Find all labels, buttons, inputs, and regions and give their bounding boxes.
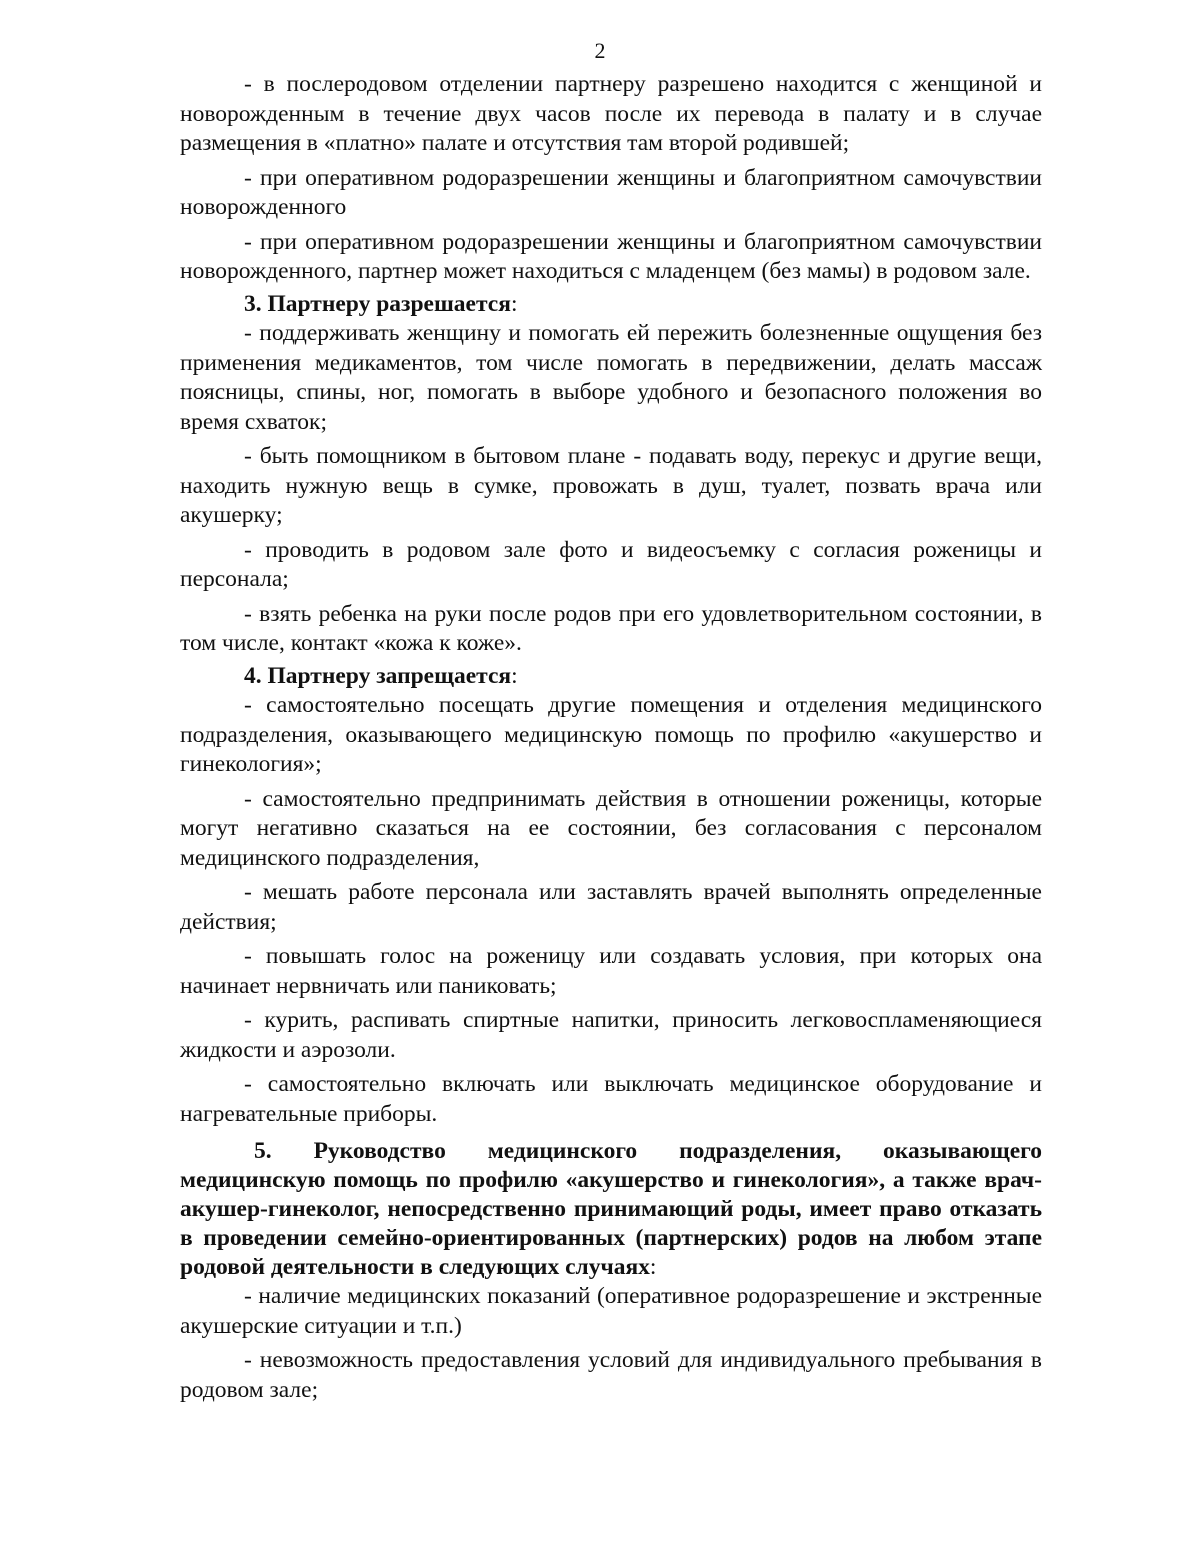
section-5-heading bbox=[180, 1137, 1042, 1282]
paragraph-operative-delivery: - при оперативном родоразрешении женщины и благоприятном самочувствии новорожденного bbox=[180, 164, 1042, 220]
section-3-item: - взять ребенка на руки после родов при его удовлетворительном состоянии, в том числе, контакт «кожа к коже». bbox=[180, 600, 1042, 656]
section-4-heading-text: 4. Партнеру запрещается bbox=[244, 662, 512, 689]
section-4-item: - повышать голос на роженицу или создавать условия, при которых она начинает нервничать или паниковать; bbox=[180, 943, 1042, 999]
section-3-item: - поддерживать женщину и помогать ей пережить болезненные ощущения без применения медикаментов, том числе помогать в передвижении, делать массаж поясницы, спины, ног, помогать в выборе удобного и безопасного положения во время схваток; bbox=[180, 320, 1042, 435]
section-4-heading bbox=[180, 662, 1042, 692]
paragraph-postpartum-ward: - в послеродовом отделении партнеру разрешено находится с женщиной и новорожденным в течение двух часов после их перевода в палату и в случае размещения в «платно» палате и отсутствия там второй родившей; bbox=[180, 71, 1042, 156]
section-3-item: - проводить в родовом зале фото и видеосъемку с согласия роженицы и персонала; bbox=[180, 536, 1042, 592]
section-4-item: - мешать работе персонала или заставлять врачей выполнять определенные действия; bbox=[180, 879, 1042, 935]
document-body bbox=[180, 70, 1042, 1405]
section-3-heading bbox=[180, 290, 1042, 320]
section-3-heading-colon: : bbox=[510, 290, 518, 317]
paragraph-operative-delivery-partner: - при оперативном родоразрешении женщины и благоприятном самочувствии новорожденного, партнер может находиться с младенцем (без мамы) в родовом зале. bbox=[180, 228, 1042, 284]
section-3-heading-text: 3. Партнеру разрешается bbox=[244, 290, 511, 317]
section-4-item: - самостоятельно включать или выключать медицинское оборудование и нагревательные приборы. bbox=[180, 1071, 1042, 1127]
section-3-item: - быть помощником в бытовом плане - подавать воду, перекус и другие вещи, находить нужную вещь в сумке, провожать в душ, туалет, позвать врача или акушерку; bbox=[180, 443, 1042, 528]
section-4-heading-colon: : bbox=[511, 662, 518, 689]
section-5-item: - наличие медицинских показаний (оперативное родоразрешение и экстренные акушерские ситуации и т.п.) bbox=[180, 1283, 1042, 1339]
section-4-item: - самостоятельно посещать другие помещения и отделения медицинского подразделения, оказывающего медицинскую помощь по профилю «акушерство и гинекология»; bbox=[180, 692, 1042, 777]
section-5-item: - невозможность предоставления условий для индивидуального пребывания в родовом зале; bbox=[180, 1347, 1042, 1403]
page-number: 2 bbox=[594, 38, 606, 63]
section-4-item: - самостоятельно предпринимать действия в отношении роженицы, которые могут негативно сказаться на ее состоянии, без согласования с персоналом медицинского подразделения, bbox=[180, 785, 1042, 871]
section-5-heading-text: 5. Руководство медицинского подразделения, оказывающего медицинскую помощь по профилю «акушерство и гинекология», а также врач-акушер-гинеколог, непосредственно принимающий роды, имеет право отказать в проведении семейно-ориентированных (партнерских) родов на любом этапе родовой деятельности в следующих случаях bbox=[180, 1138, 1042, 1280]
section-4-item: - курить, распивать спиртные напитки, приносить легковоспламеняющиеся жидкости и аэрозоли. bbox=[180, 1007, 1042, 1063]
section-5-heading-colon: : bbox=[649, 1254, 657, 1280]
